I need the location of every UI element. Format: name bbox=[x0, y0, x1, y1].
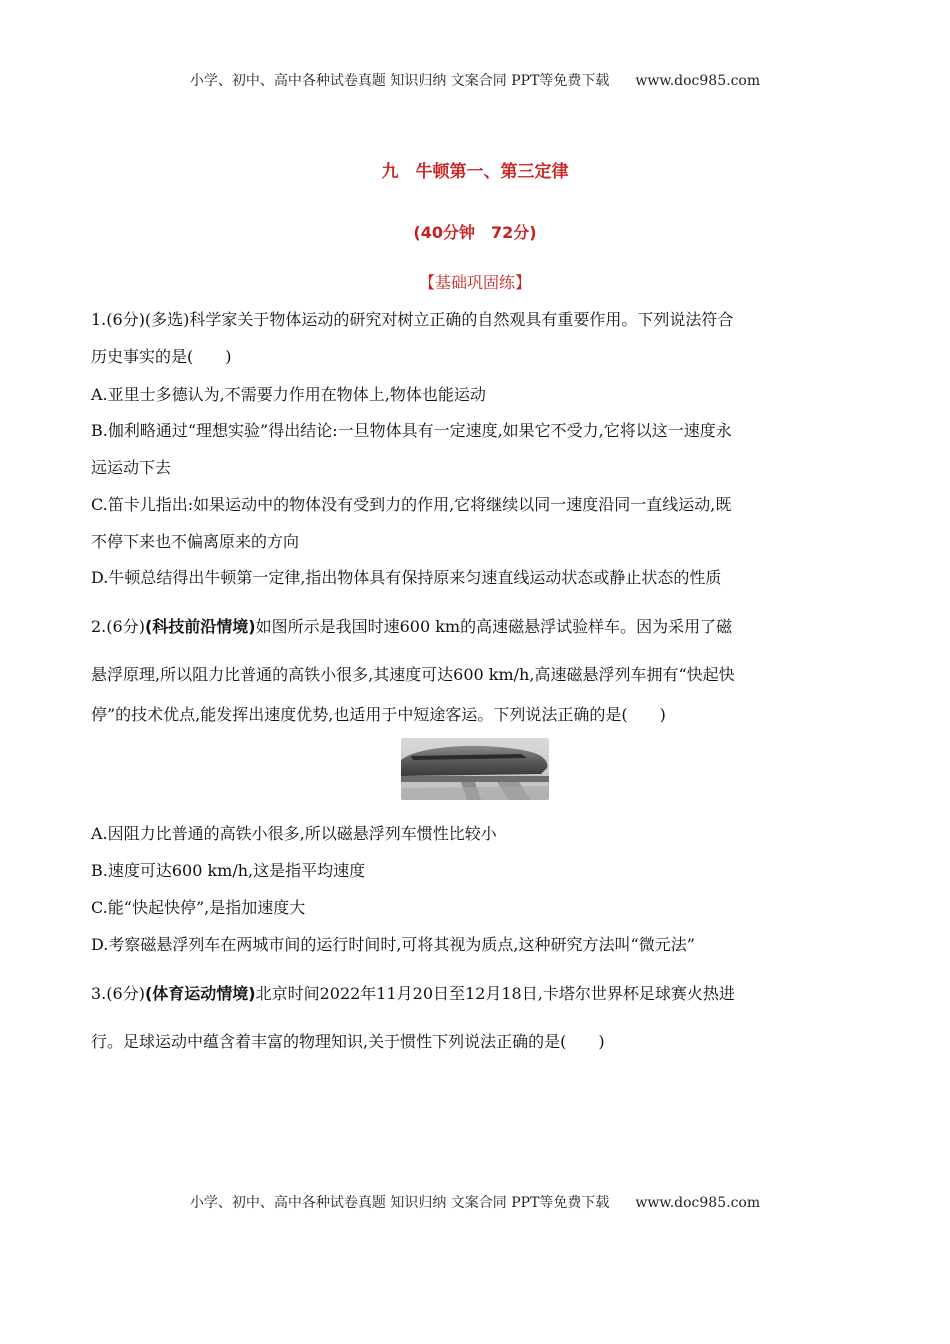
header-text: 小学、初中、高中各种试卷真题 知识归纳 文案合同 PPT等免费下载 bbox=[189, 73, 610, 89]
q1-option-a: A.亚里士多德认为,不需要力作用在物体上,物体也能运动 bbox=[91, 385, 486, 404]
q2-option-a: A.因阻力比普通的高铁小很多,所以磁悬浮列车惯性比较小 bbox=[91, 824, 497, 843]
q2-stem-line1 bbox=[91, 614, 861, 637]
q2-context-tag: (科技前沿情境) bbox=[144, 617, 256, 636]
q3-context-tag: (体育运动情境) bbox=[144, 984, 256, 1003]
q1-option-b-line2: 远运动下去 bbox=[91, 458, 172, 477]
q2-option-c: C.能“快起快停”,是指加速度大 bbox=[91, 898, 306, 917]
header-url[interactable]: www.doc985.com bbox=[635, 73, 761, 89]
q2-prefix: 2.(6分) bbox=[91, 617, 145, 636]
q3-prefix: 3.(6分) bbox=[91, 984, 145, 1003]
page-header bbox=[0, 70, 950, 90]
time-score-note: (40分钟 72分) bbox=[413, 223, 537, 242]
q3-stem-line1 bbox=[91, 981, 861, 1004]
q2-stem-line2: 悬浮原理,所以阻力比普通的高铁小很多,其速度可达600 km/h,高速磁悬浮列车拥有“快起快 bbox=[91, 665, 735, 684]
q3-stem-line2: 行。足球运动中蕴含着丰富的物理知识,关于惯性下列说法正确的是( ) bbox=[91, 1032, 605, 1051]
maglev-train-photo bbox=[401, 738, 549, 800]
maglev-train-illustration bbox=[401, 738, 549, 800]
q1-stem-line1: 1.(6分)(多选)科学家关于物体运动的研究对树立正确的自然观具有重要作用。下列说法符合 bbox=[91, 310, 734, 329]
footer-url[interactable]: www.doc985.com bbox=[635, 1195, 761, 1211]
page-footer bbox=[0, 1192, 950, 1212]
q1-stem-line2: 历史事实的是( ) bbox=[91, 347, 232, 366]
chapter-title: 九 牛顿第一、第三定律 bbox=[381, 162, 569, 182]
q1-option-d: D.牛顿总结得出牛顿第一定律,指出物体具有保持原来匀速直线运动状态或静止状态的性质 bbox=[91, 568, 722, 587]
q2-stem-text: 如图所示是我国时速600 km的高速磁悬浮试验样车。因为采用了磁 bbox=[255, 617, 733, 636]
q1-option-b-line1: B.伽利略通过“理想实验”得出结论:一旦物体具有一定速度,如果它不受力,它将以这一速度永 bbox=[91, 421, 732, 440]
q2-option-d: D.考察磁悬浮列车在两城市间的运行时间时,可将其视为质点,这种研究方法叫“微元法” bbox=[91, 935, 695, 954]
footer-text: 小学、初中、高中各种试卷真题 知识归纳 文案合同 PPT等免费下载 bbox=[189, 1195, 610, 1211]
q1-option-c-line1: C.笛卡儿指出:如果运动中的物体没有受到力的作用,它将继续以同一速度沿同一直线运动,既 bbox=[91, 495, 732, 514]
section-label: 【基础巩固练】 bbox=[418, 273, 531, 292]
q2-stem-line3: 停”的技术优点,能发挥出速度优势,也适用于中短途客运。下列说法正确的是( ) bbox=[91, 705, 666, 724]
q3-stem-text: 北京时间2022年11月20日至12月18日,卡塔尔世界杯足球赛火热进 bbox=[255, 984, 735, 1003]
q1-option-c-line2: 不停下来也不偏离原来的方向 bbox=[91, 532, 300, 551]
q2-option-b: B.速度可达600 km/h,这是指平均速度 bbox=[91, 861, 366, 880]
